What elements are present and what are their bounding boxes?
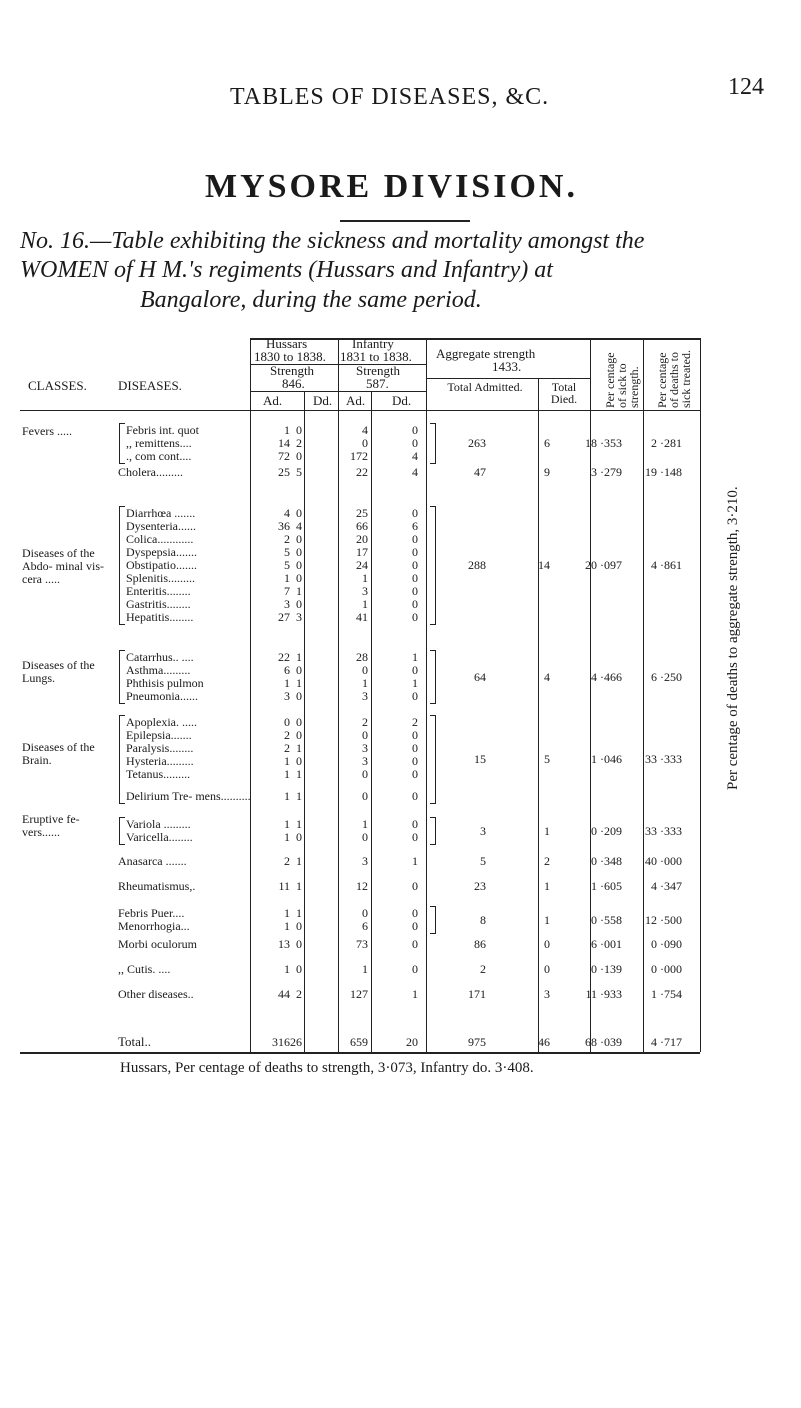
header-pct-sick: Per centage of sick to strength. — [603, 352, 641, 408]
header-hussars-strength-val: 846. — [282, 376, 305, 391]
disease-name: Apoplexia. ..... — [126, 715, 197, 729]
pct-deaths: 6 ·250 — [651, 669, 682, 684]
hussars-died: 0 — [296, 728, 302, 742]
hussars-admitted: 14 — [278, 436, 290, 450]
header-infantry-ad: Ad. — [346, 393, 366, 408]
pct-deaths: 33 ·333 — [645, 752, 682, 766]
total-admitted: 3 — [480, 823, 486, 838]
total-infantry-admitted: 659 — [350, 1035, 368, 1049]
hussars-admitted: 27 — [278, 610, 290, 624]
pct-deaths: 12 ·500 — [645, 912, 682, 927]
hussars-admitted: 22 — [278, 650, 290, 664]
infantry-admitted: 3 — [362, 741, 368, 755]
header-bottom-rule — [20, 410, 700, 411]
infantry-admitted: 0 — [362, 436, 368, 450]
infantry-died: 1 — [412, 650, 418, 664]
disease-name: Dyspepsia....... — [126, 545, 197, 559]
total-died: 1 — [544, 879, 550, 893]
hussars-admitted: 2 — [284, 741, 290, 755]
infantry-admitted: 0 — [362, 830, 368, 844]
disease-name: Phthisis pulmon — [126, 676, 204, 690]
class-label: Diseases of the Brain. — [22, 740, 95, 767]
hussars-died: 2 — [296, 436, 302, 450]
division-title: MYSORE DIVISION. — [205, 168, 578, 205]
infantry-admitted: 1 — [362, 597, 368, 611]
hussars-admitted: 4 — [284, 506, 290, 520]
disease-name: Hepatitis........ — [126, 610, 194, 624]
infantry-died: 0 — [412, 545, 418, 559]
infantry-admitted: 22 — [356, 465, 368, 479]
hussars-died: 0 — [296, 754, 302, 768]
hussars-died: 0 — [296, 506, 302, 520]
pct-sick: 4 ·466 — [591, 669, 622, 684]
column-rule — [371, 392, 372, 1052]
infantry-admitted: 41 — [356, 610, 368, 624]
hussars-died: 1 — [296, 879, 302, 893]
disease-name: Febris int. quot — [126, 423, 200, 437]
hussars-admitted: 72 — [278, 449, 290, 463]
infantry-admitted: 1 — [362, 571, 368, 585]
infantry-died: 0 — [412, 830, 418, 844]
infantry-admitted: 66 — [356, 519, 368, 533]
hussars-died: 0 — [296, 663, 302, 677]
hussars-died: 0 — [296, 571, 302, 585]
total-aggregate-admitted: 975 — [468, 1035, 486, 1049]
hussars-admitted: 2 — [284, 532, 290, 546]
hussars-admitted: 11 — [278, 879, 290, 893]
hussars-died: 0 — [296, 830, 302, 844]
hussars-died: 0 — [296, 937, 302, 951]
hussars-admitted: 6 — [284, 663, 290, 677]
hussars-died: 1 — [296, 789, 302, 803]
hussars-admitted: 36 — [278, 519, 290, 533]
infantry-died: 0 — [412, 689, 418, 703]
aggregate-brace — [430, 506, 436, 625]
hussars-died: 1 — [296, 767, 302, 781]
total-died: 1 — [544, 912, 550, 927]
pct-sick: 0 ·558 — [591, 912, 622, 927]
hussars-died: 0 — [296, 423, 302, 437]
infantry-died: 0 — [412, 906, 418, 920]
infantry-died: 0 — [412, 584, 418, 598]
header-hussars-years: 1830 to 1838. — [254, 349, 326, 364]
infantry-died: 4 — [412, 465, 418, 479]
total-died: 1 — [544, 823, 550, 838]
hussars-died: 0 — [296, 689, 302, 703]
pct-deaths: 1 ·754 — [651, 987, 682, 1001]
disease-name: Diarrhœa ....... — [126, 506, 196, 520]
infantry-died: 0 — [412, 789, 418, 803]
infantry-admitted: 25 — [356, 506, 368, 520]
aggregate-brace — [430, 715, 436, 804]
caption-line-3: Bangalore, during the same period. — [140, 287, 482, 313]
class-brace — [119, 650, 125, 704]
header-diseases: DISEASES. — [118, 378, 182, 393]
infantry-admitted: 0 — [362, 767, 368, 781]
class-label: Eruptive fe- vers...... — [22, 811, 80, 839]
hussars-admitted: 1 — [284, 906, 290, 920]
hussars-admitted: 25 — [278, 465, 290, 479]
infantry-admitted: 24 — [356, 558, 368, 572]
infantry-died: 0 — [412, 532, 418, 546]
total-admitted: 2 — [480, 962, 486, 976]
total-hussars-admitted: 316 — [272, 1035, 290, 1049]
infantry-died: 0 — [412, 767, 418, 781]
column-rule — [304, 392, 305, 1052]
disease-name: Paralysis........ — [126, 741, 194, 755]
header-hussars-ad: Ad. — [263, 393, 283, 408]
side-note: Per centage of deaths to aggregate strength, 3·210. — [725, 486, 741, 790]
hussars-admitted: 1 — [284, 919, 290, 933]
total-admitted: 47 — [474, 465, 486, 479]
hussars-died: 0 — [296, 532, 302, 546]
hussars-died: 1 — [296, 584, 302, 598]
infantry-died: 1 — [412, 987, 418, 1001]
hussars-admitted: 2 — [284, 854, 290, 868]
table-top-rule — [250, 338, 700, 340]
disease-name: Delirium Tre- mens.......... — [126, 789, 251, 803]
hussars-admitted: 1 — [284, 571, 290, 585]
infantry-died: 0 — [412, 663, 418, 677]
disease-name: Anasarca ....... — [118, 854, 187, 868]
aggregate-brace — [430, 423, 436, 464]
disease-name: Cholera......... — [118, 465, 183, 479]
header-total-died: Total Died. — [550, 380, 578, 406]
disease-name: Enteritis........ — [126, 584, 191, 598]
disease-name: ., com cont.... — [126, 449, 192, 463]
hussars-died: 1 — [296, 676, 302, 690]
hussars-died: 4 — [296, 519, 302, 533]
aggregate-brace — [430, 817, 436, 845]
header-infantry-years: 1831 to 1838. — [340, 349, 412, 364]
infantry-died: 0 — [412, 817, 418, 831]
title-rule — [340, 220, 470, 222]
hussars-admitted: 1 — [284, 830, 290, 844]
infantry-admitted: 0 — [362, 663, 368, 677]
class-brace — [119, 715, 125, 804]
disease-name: Menorrhogia... — [118, 919, 190, 933]
infantry-died: 0 — [412, 741, 418, 755]
pct-sick: 6 ·001 — [591, 937, 622, 951]
hussars-died: 0 — [296, 558, 302, 572]
infantry-admitted: 0 — [362, 789, 368, 803]
infantry-died: 0 — [412, 937, 418, 951]
infantry-died: 0 — [412, 506, 418, 520]
hussars-admitted: 5 — [284, 545, 290, 559]
infantry-admitted: 1 — [362, 676, 368, 690]
hussars-admitted: 1 — [284, 767, 290, 781]
hussars-admitted: 1 — [284, 817, 290, 831]
header-aggregate: Aggregate strength — [436, 346, 536, 361]
infantry-admitted: 2 — [362, 715, 368, 729]
infantry-admitted: 0 — [362, 728, 368, 742]
hussars-died: 1 — [296, 854, 302, 868]
hussars-admitted: 44 — [278, 987, 290, 1001]
total-died: 2 — [544, 854, 550, 868]
disease-name: Gastritis........ — [126, 597, 191, 611]
infantry-admitted: 73 — [356, 937, 368, 951]
pct-deaths: 19 ·148 — [645, 465, 682, 479]
total-admitted: 288 — [468, 558, 486, 572]
total-died: 14 — [538, 558, 550, 572]
pct-deaths: 4 ·861 — [651, 558, 682, 572]
total-admitted: 171 — [468, 987, 486, 1001]
infantry-admitted: 1 — [362, 817, 368, 831]
header-total-admitted: Total Admitted. — [447, 380, 523, 394]
header-infantry-strength-val: 587. — [366, 376, 389, 391]
total-died: 5 — [544, 752, 550, 766]
hussars-died: 5 — [296, 465, 302, 479]
hussars-admitted: 2 — [284, 728, 290, 742]
total-infantry-died: 20 — [406, 1035, 418, 1049]
hussars-died: 0 — [296, 715, 302, 729]
disease-name: Hysteria......... — [126, 754, 194, 768]
infantry-died: 1 — [412, 854, 418, 868]
pct-sick: 0 ·209 — [591, 823, 622, 838]
hussars-died: 1 — [296, 650, 302, 664]
header-hussars-strength: Strength — [270, 363, 315, 378]
pct-sick: 0 ·139 — [591, 962, 622, 976]
infantry-died: 4 — [412, 449, 418, 463]
hussars-admitted: 7 — [284, 584, 290, 598]
disease-name: Tetanus......... — [126, 767, 191, 781]
header-infantry-dd: Dd. — [392, 393, 412, 408]
pct-sick: 18 ·353 — [585, 436, 622, 450]
total-admitted: 15 — [474, 752, 486, 766]
header-hussars: Hussars — [266, 336, 308, 351]
hussars-admitted: 5 — [284, 558, 290, 572]
disease-name: Asthma......... — [126, 663, 191, 677]
hussars-died: 2 — [296, 987, 302, 1001]
header-infantry-strength: Strength — [356, 363, 401, 378]
total-label: Total.. — [118, 1034, 152, 1049]
disease-name: Varicella........ — [126, 830, 193, 844]
infantry-died: 0 — [412, 558, 418, 572]
infantry-died: 1 — [412, 676, 418, 690]
pct-sick: 11 ·933 — [585, 987, 622, 1001]
hussars-died: 1 — [296, 906, 302, 920]
infantry-died: 0 — [412, 754, 418, 768]
infantry-admitted: 20 — [356, 532, 368, 546]
infantry-admitted: 17 — [356, 545, 368, 559]
total-admitted: 23 — [474, 879, 486, 893]
hussars-admitted: 1 — [284, 962, 290, 976]
infantry-admitted: 1 — [362, 962, 368, 976]
pct-sick: 1 ·046 — [591, 752, 622, 766]
infantry-died: 0 — [412, 879, 418, 893]
pct-deaths: 33 ·333 — [645, 823, 682, 838]
hussars-admitted: 3 — [284, 597, 290, 611]
caption-line-2: WOMEN of H M.'s regiments (Hussars and Infantry) at — [20, 257, 553, 283]
infantry-admitted: 3 — [362, 854, 368, 868]
pct-sick: 1 ·605 — [591, 879, 622, 893]
pct-deaths: 4 ·347 — [651, 879, 682, 893]
infantry-died: 0 — [412, 919, 418, 933]
aggregate-brace — [430, 650, 436, 704]
hussars-died: 1 — [296, 817, 302, 831]
hussars-died: 0 — [296, 597, 302, 611]
hussars-admitted: 1 — [284, 423, 290, 437]
column-rule — [538, 378, 539, 1052]
class-brace — [119, 506, 125, 625]
infantry-admitted: 3 — [362, 584, 368, 598]
total-admitted: 263 — [468, 436, 486, 450]
hussars-died: 0 — [296, 449, 302, 463]
hussars-died: 3 — [296, 610, 302, 624]
header-sub-rule — [426, 378, 590, 379]
header-pct-deaths: Per centage of deaths to sick treated. — [655, 350, 693, 408]
infantry-died: 0 — [412, 610, 418, 624]
total-died: 0 — [544, 937, 550, 951]
infantry-died: 0 — [412, 962, 418, 976]
table-bottom-rule — [20, 1052, 700, 1054]
total-admitted: 86 — [474, 937, 486, 951]
class-brace — [119, 423, 125, 464]
caption-line-1: No. 16.—Table exhibiting the sickness and mortality amongst the — [20, 228, 645, 254]
disease-name: Pneumonia...... — [126, 689, 198, 703]
disease-name: Epilepsia....... — [126, 728, 192, 742]
pct-sick: 0 ·348 — [591, 854, 622, 868]
header-aggregate-val: 1433. — [492, 359, 522, 374]
infantry-admitted: 172 — [350, 449, 368, 463]
header-hussars-dd: Dd. — [313, 393, 333, 408]
infantry-died: 0 — [412, 423, 418, 437]
total-died: 6 — [544, 436, 550, 450]
total-died: 3 — [544, 987, 550, 1001]
total-admitted: 5 — [480, 854, 486, 868]
infantry-admitted: 4 — [362, 423, 368, 437]
column-rule — [426, 338, 427, 1052]
disease-name: Rheumatismus,. — [118, 879, 196, 893]
disease-name: Dysenteria...... — [126, 519, 196, 533]
hussars-admitted: 3 — [284, 689, 290, 703]
hussars-died: 1 — [296, 741, 302, 755]
class-brace — [119, 817, 125, 845]
pct-deaths: 0 ·090 — [651, 937, 682, 951]
pct-deaths: 40 ·000 — [645, 854, 682, 868]
infantry-died: 2 — [412, 715, 418, 729]
pct-sick: 3 ·279 — [591, 465, 622, 479]
infantry-died: 0 — [412, 728, 418, 742]
class-label: Fevers ..... — [22, 424, 72, 438]
disease-name: Splenitis......... — [126, 571, 196, 585]
disease-name: Colica............ — [126, 532, 194, 546]
hussars-died: 0 — [296, 919, 302, 933]
pct-deaths: 0 ·000 — [651, 962, 682, 976]
hussars-admitted: 13 — [278, 937, 290, 951]
page-number: 124 — [728, 74, 764, 100]
infantry-admitted: 28 — [356, 650, 368, 664]
infantry-died: 0 — [412, 597, 418, 611]
disease-name: Morbi oculorum — [118, 937, 197, 951]
header-infantry: Infantry — [352, 336, 394, 351]
pct-sick: 20 ·097 — [585, 558, 622, 572]
class-label: Diseases of the Abdo- minal vis- cera ..... — [22, 546, 104, 586]
header-sub-rule — [250, 391, 426, 392]
infantry-admitted: 127 — [350, 987, 368, 1001]
infantry-died: 6 — [412, 519, 418, 533]
disease-name: Obstipatio....... — [126, 558, 197, 572]
total-hussars-died: 26 — [290, 1035, 302, 1049]
aggregate-brace — [430, 906, 436, 934]
total-aggregate-died: 46 — [538, 1035, 550, 1049]
hussars-died: 0 — [296, 545, 302, 559]
infantry-died: 0 — [412, 571, 418, 585]
header-classes: CLASSES. — [28, 378, 87, 393]
hussars-died: 0 — [296, 962, 302, 976]
total-died: 9 — [544, 465, 550, 479]
footer-note: Hussars, Per centage of deaths to strength, 3·073, Infantry do. 3·408. — [120, 1060, 534, 1076]
disease-name: Variola ......... — [126, 817, 191, 831]
hussars-admitted: 1 — [284, 676, 290, 690]
class-label: Diseases of the Lungs. — [22, 657, 95, 685]
total-pct-deaths: 4 ·717 — [651, 1035, 682, 1049]
infantry-admitted: 3 — [362, 754, 368, 768]
disease-name: ,, remittens.... — [126, 436, 192, 450]
disease-name: Catarrhus.. .... — [126, 650, 194, 664]
disease-name: Other diseases.. — [118, 987, 194, 1001]
total-died: 4 — [544, 669, 550, 684]
infantry-admitted: 6 — [362, 919, 368, 933]
infantry-admitted: 3 — [362, 689, 368, 703]
pct-deaths: 2 ·281 — [651, 436, 682, 450]
total-pct-sick: 68 ·039 — [585, 1035, 622, 1049]
column-rule — [700, 338, 701, 1052]
hussars-admitted: 0 — [284, 715, 290, 729]
infantry-admitted: 0 — [362, 906, 368, 920]
total-died: 0 — [544, 962, 550, 976]
running-head: TABLES OF DISEASES, &C. — [230, 84, 550, 110]
hussars-admitted: 1 — [284, 789, 290, 803]
disease-name: Febris Puer.... — [118, 906, 185, 920]
hussars-admitted: 1 — [284, 754, 290, 768]
infantry-died: 0 — [412, 436, 418, 450]
infantry-admitted: 12 — [356, 879, 368, 893]
disease-name: ,, Cutis. .... — [118, 962, 171, 976]
total-admitted: 64 — [474, 669, 486, 684]
total-admitted: 8 — [480, 912, 486, 927]
